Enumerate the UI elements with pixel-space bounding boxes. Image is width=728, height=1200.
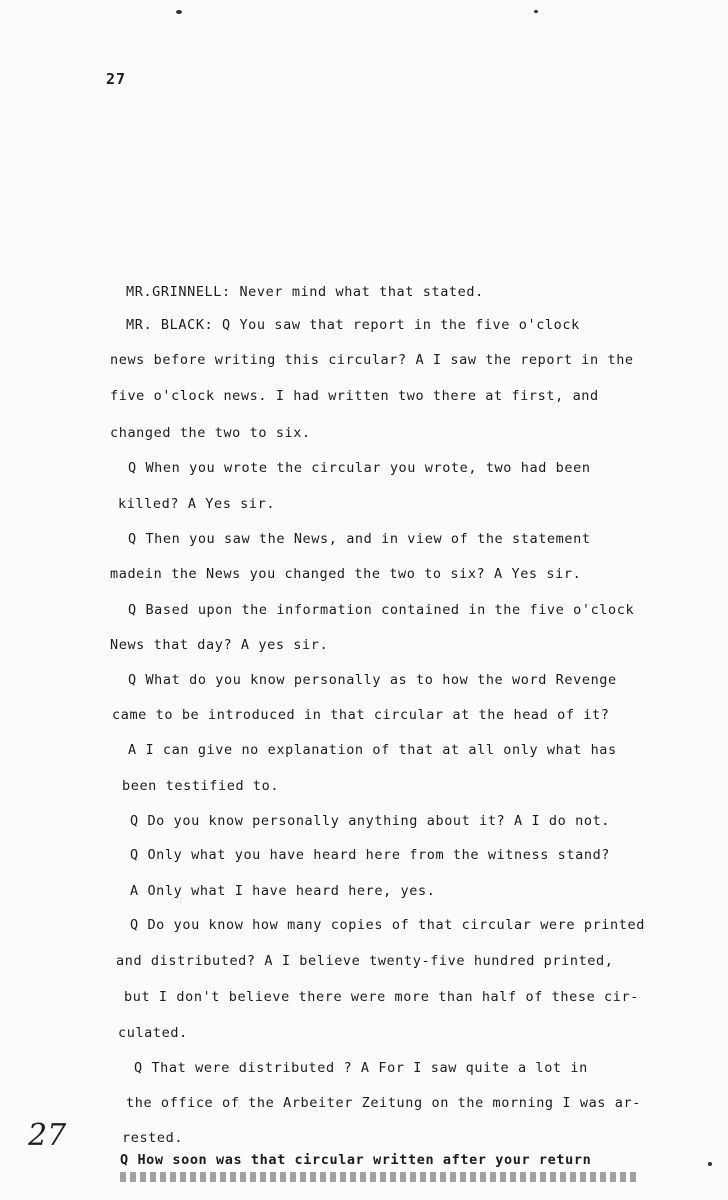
transcript-line: culated. [118,1025,188,1041]
ink-speck [534,10,538,13]
transcript-line: Q Do you know personally anything about it? A I do not. [130,813,611,829]
transcript-line: Q Only what you have heard here from the witness stand? [130,847,611,863]
transcript-line: Q What do you know personally as to how the word Revenge [128,672,617,688]
transcript-line: killed? A Yes sir. [118,496,276,512]
transcript-line: five o'clock news. I had written two there at first, and [110,388,599,404]
transcript-line: rested. [122,1130,184,1146]
transcript-line: Q Then you saw the News, and in view of the statement [128,531,591,547]
transcript-line: News that day? A yes sir. [110,637,329,653]
transcript-line: Q That were distributed ? A For I saw quite a lot in [134,1060,588,1076]
transcript-line: been testified to. [122,778,280,794]
cut-off-line [120,1172,640,1182]
transcript-line: Q Based upon the information contained in the five o'clock [128,602,635,618]
transcript-line: madein the News you changed the two to six? A Yes sir. [110,566,582,582]
transcript-line: Q When you wrote the circular you wrote, two had been [128,460,591,476]
handwritten-page-number: 27 [28,1118,67,1153]
transcript-line: news before writing this circular? A I saw the report in the [110,352,634,368]
transcript-line: Q Do you know how many copies of that circular were printed [130,917,645,933]
transcript-line: changed the two to six. [110,425,311,441]
transcript-line: MR.GRINNELL: Never mind what that stated. [126,284,484,300]
transcript-line: A I can give no explanation of that at all only what has [128,742,617,758]
transcript-line: A Only what I have heard here, yes. [130,883,436,899]
transcript-line: MR. BLACK: Q You saw that report in the five o'clock [126,317,580,333]
transcript-line: and distributed? A I believe twenty-five hundred printed, [116,953,614,969]
page-number: 27 [106,70,127,88]
transcript-line: the office of the Arbeiter Zeitung on the morning I was ar- [126,1095,641,1111]
transcript-line: but I don't believe there were more than half of these cir- [124,989,639,1005]
ink-speck [176,10,182,14]
ink-speck [708,1162,712,1166]
transcript-line: Q How soon was that circular written after your return [120,1152,592,1168]
transcript-line: came to be introduced in that circular at the head of it? [112,707,610,723]
